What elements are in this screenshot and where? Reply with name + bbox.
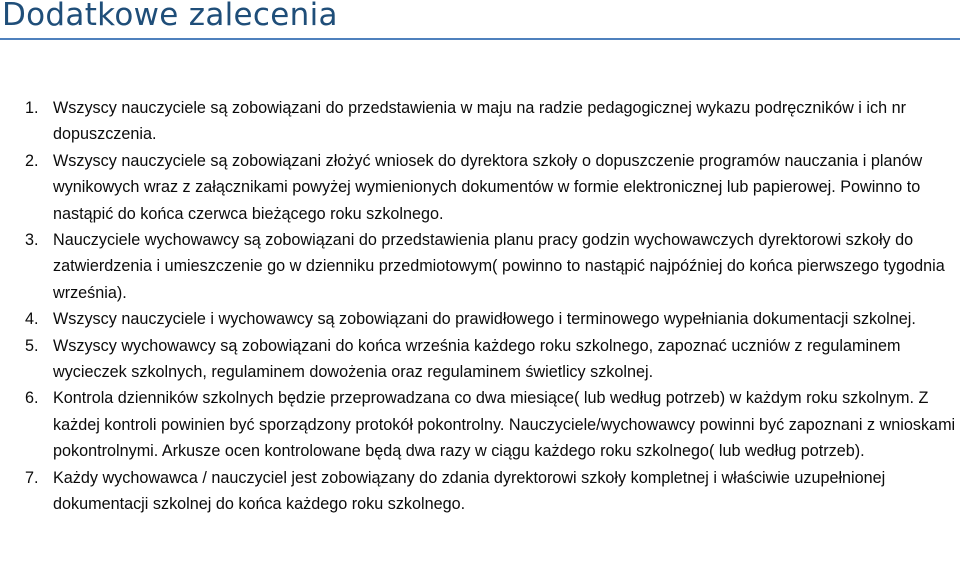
page-title: Dodatkowe zalecenia (2, 0, 338, 33)
item-text: Wszyscy wychowawcy są zobowiązani do końca września każdego roku szkolnego, zapoznać uczniów z regulaminem wycieczek szkolnych, regulaminem dowożenia oraz regulaminem świetlicy szkolnej. (53, 336, 901, 382)
item-number: 2. (25, 151, 39, 170)
list-item (0, 333, 958, 386)
item-text: Nauczyciele wychowawcy są zobowiązani do przedstawienia planu pracy godzin wychowawczych dyrektorowi szkoły do zatwierdzenia i umieszczenie go w dzienniku przedmiotowym( powinno to nastąpić najpóźniej do końca pierwszego tygodnia września). (53, 231, 945, 302)
item-number: 5. (25, 336, 39, 355)
item-number: 1. (25, 99, 39, 117)
item-number: 7. (25, 468, 39, 487)
list-item (0, 148, 958, 227)
item-text: Kontrola dzienników szkolnych będzie przeprowadzana co dwa miesiące( lub według potrzeb) w każdym roku szkolnym. Z każdej kontroli powinien być sporządzony protokół pokontrolny. Nauczyciele/wychowawcy powinni być zapoznani z wnioskami pokontrolnymi. Arkusze ocen kontrolowane będą dwa razy w ciągu każdego roku szkolnego( lub według potrzeb). (53, 389, 956, 461)
list-item (0, 95, 958, 148)
list-item (0, 465, 958, 518)
item-number: 4. (25, 310, 39, 329)
title-underline (0, 38, 960, 40)
recommendations-list (0, 95, 958, 518)
list-item (0, 385, 958, 464)
item-number: 6. (25, 389, 39, 408)
item-text: Wszyscy nauczyciele są zobowiązani do przedstawienia w maju na radzie pedagogicznej wykazu podręczników i ich nr dopuszczenia. (53, 99, 906, 144)
item-text: Wszyscy nauczyciele są zobowiązani złożyć wniosek do dyrektora szkoły o dopuszczenie programów nauczania i planów wynikowych wraz z załącznikami powyżej wymienionych dokumentów w formie elektronicznej lub papierowej. Powinno to nastąpić do końca czerwca bieżącego roku szkolnego. (53, 151, 923, 223)
item-text: Każdy wychowawca / nauczyciel jest zobowiązany do zdania dyrektorowi szkoły kompletnej i właściwie uzupełnionej dokumentacji szkolnej do końca każdego roku szkolnego. (53, 468, 886, 514)
list-item (0, 227, 958, 306)
list-item (0, 306, 958, 332)
item-text: Wszyscy nauczyciele i wychowawcy są zobowiązani do prawidłowego i terminowego wypełniania dokumentacji szkolnej. (53, 310, 916, 329)
item-number: 3. (25, 231, 39, 250)
